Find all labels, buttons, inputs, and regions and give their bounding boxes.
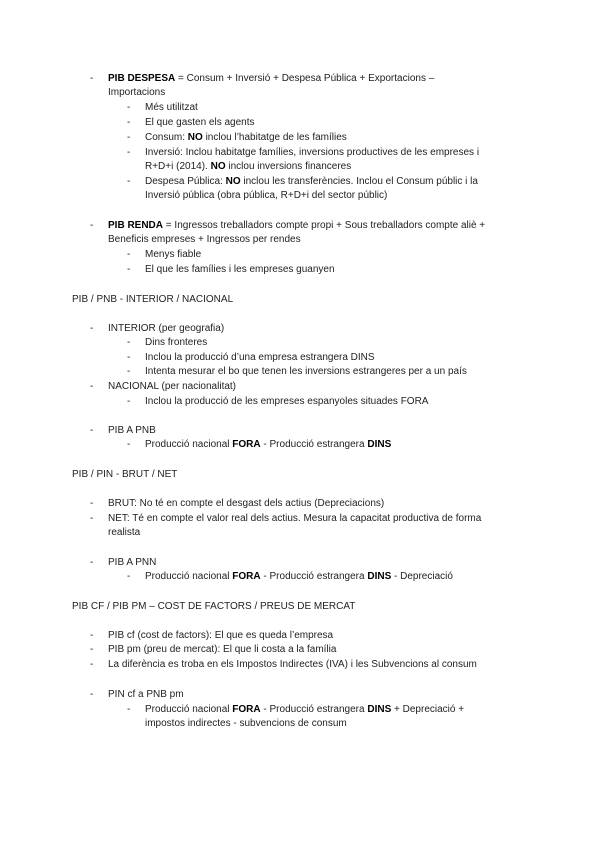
- bullet-dash: -: [90, 513, 94, 524]
- consum-suffix: inclou l’habitatge de les famílies: [202, 132, 347, 143]
- pin-pnb-formula-2: impostos indirectes - subvencions de consum: [145, 718, 347, 729]
- net-definition-2: realista: [108, 527, 141, 538]
- pib-a-pnb-formula: [145, 438, 391, 452]
- bullet-dash: -: [90, 644, 94, 655]
- bullet-dash: -: [127, 704, 131, 715]
- pib-pm-definition: PIB pm (preu de mercat): El que li costa a la família: [108, 644, 337, 655]
- bullet-dash: -: [90, 73, 94, 84]
- bullet-dash: -: [127, 439, 131, 450]
- renda-formula-1: = Ingressos treballadors compte propi + Sous treballadors compte aliè +: [163, 220, 486, 231]
- fora-emphasis: FORA: [232, 439, 261, 450]
- bullet-dash: -: [127, 352, 131, 363]
- renda-guanyen: El que les famílies i les empreses guanyen: [145, 264, 335, 275]
- renda-line-2: Beneficis empreses + Ingressos per rendes: [108, 234, 301, 245]
- bullet-dash: -: [90, 381, 94, 392]
- brut-definition: BRUT: No té en compte el desgast dels actius (Depreciacions): [108, 498, 385, 509]
- fora-emphasis: FORA: [232, 571, 261, 582]
- despesa-line-1: [108, 72, 434, 86]
- bullet-dash: -: [90, 659, 94, 670]
- despesa-line-2: Importacions: [108, 87, 166, 98]
- no-emphasis: NO: [187, 132, 203, 143]
- prod-estrangera: - Producció estrangera: [260, 571, 368, 582]
- bullet-dash: -: [127, 132, 131, 143]
- prod-estrangera: - Producció estrangera: [260, 439, 368, 450]
- consum-prefix: Consum:: [145, 132, 188, 143]
- bullet-dash: -: [90, 689, 94, 700]
- interior-sub-3: Intenta mesurar el bo que tenen les inversions estrangeres per a un país: [145, 366, 467, 377]
- bullet-dash: -: [127, 249, 131, 260]
- despesa-publica-prefix: Despesa Pública:: [145, 176, 226, 187]
- renda-line-1: [108, 219, 485, 233]
- bullet-dash: -: [90, 498, 94, 509]
- interior-sub-1: Dins fronteres: [145, 337, 208, 348]
- prod-nacional: Producció nacional: [145, 439, 233, 450]
- prod-nacional: Producció nacional: [145, 704, 233, 715]
- bullet-dash: -: [90, 220, 94, 231]
- despesa-inversio-2: [145, 160, 351, 174]
- bullet-dash: -: [127, 102, 131, 113]
- interior-sub-2: Inclou la producció d’una empresa estrangera DINS: [145, 352, 375, 363]
- bullet-dash: -: [127, 337, 131, 348]
- bullet-dash: -: [127, 571, 131, 582]
- pib-cf-definition: PIB cf (cost de factors): El que es queda l’empresa: [108, 630, 334, 641]
- pin-pnb-formula-1: [145, 703, 464, 717]
- inversio-prefix: R+D+i (2014).: [145, 161, 211, 172]
- bullet-dash: -: [127, 396, 131, 407]
- pib-a-pnn-formula: [145, 570, 453, 584]
- no-emphasis: NO: [225, 176, 241, 187]
- prod-nacional: Producció nacional: [145, 571, 233, 582]
- dins-emphasis: DINS: [367, 571, 392, 582]
- net-definition-1: NET: Té en compte el valor real dels actius. Mesura la capacitat productiva de forma: [108, 513, 482, 524]
- despesa-formula-1: = Consum + Inversió + Despesa Pública + Exportacions –: [175, 73, 435, 84]
- nacional-label: NACIONAL (per nacionalitat): [108, 381, 237, 392]
- section-heading-interior-nacional: PIB / PNB - INTERIOR / NACIONAL: [72, 294, 234, 305]
- bullet-dash: -: [127, 366, 131, 377]
- fora-emphasis: FORA: [232, 704, 261, 715]
- pib-a-pnb-label: PIB A PNB: [108, 425, 156, 436]
- depreciacio-plus: + Depreciació +: [391, 704, 465, 715]
- prod-estrangera: - Producció estrangera: [260, 704, 368, 715]
- section-heading-cf-pm: PIB CF / PIB PM – COST DE FACTORS / PREUS DE MERCAT: [72, 601, 356, 612]
- dins-emphasis: DINS: [367, 704, 392, 715]
- dins-emphasis: DINS: [367, 439, 392, 450]
- bullet-dash: -: [127, 264, 131, 275]
- renda-fiable: Menys fiable: [145, 249, 202, 260]
- despesa-agents: El que gasten els agents: [145, 117, 255, 128]
- bullet-dash: -: [127, 147, 131, 158]
- bullet-dash: -: [90, 630, 94, 641]
- despesa-inversio-1: Inversió: Inclou habitatge famílies, inversions productives de les empreses i: [145, 147, 480, 158]
- nacional-sub-1: Inclou la producció de les empreses espanyoles situades FORA: [145, 396, 429, 407]
- despesa-mes-utilitzat: Més utilitzat: [145, 102, 198, 113]
- section-heading-brut-net: PIB / PIN - BRUT / NET: [72, 469, 178, 480]
- despesa-publica-1: [145, 175, 478, 189]
- renda-term: PIB RENDA: [108, 220, 164, 231]
- diferencia-definition: La diferència es troba en els Impostos Indirectes (IVA) i les Subvencions al consum: [108, 659, 477, 670]
- despesa-publica-2: Inversió pública (obra pública, R+D+i del sector públic): [145, 190, 388, 201]
- no-emphasis: NO: [210, 161, 226, 172]
- bullet-dash: -: [127, 176, 131, 187]
- bullet-dash: -: [90, 557, 94, 568]
- despesa-term: PIB DESPESA: [108, 73, 176, 84]
- despesa-consum: [145, 131, 347, 145]
- interior-label: INTERIOR (per geografia): [108, 323, 225, 334]
- pin-cf-a-pnb-pm-label: PIN cf a PNB pm: [108, 689, 184, 700]
- despesa-publica-suffix: inclou les transferències. Inclou el Consum públic i la: [240, 176, 478, 187]
- bullet-dash: -: [127, 117, 131, 128]
- pib-a-pnn-label: PIB A PNN: [108, 557, 157, 568]
- bullet-dash: -: [90, 425, 94, 436]
- depreciacio: - Depreciació: [391, 571, 453, 582]
- bullet-dash: -: [90, 323, 94, 334]
- inversio-suffix: inclou inversions financeres: [225, 161, 352, 172]
